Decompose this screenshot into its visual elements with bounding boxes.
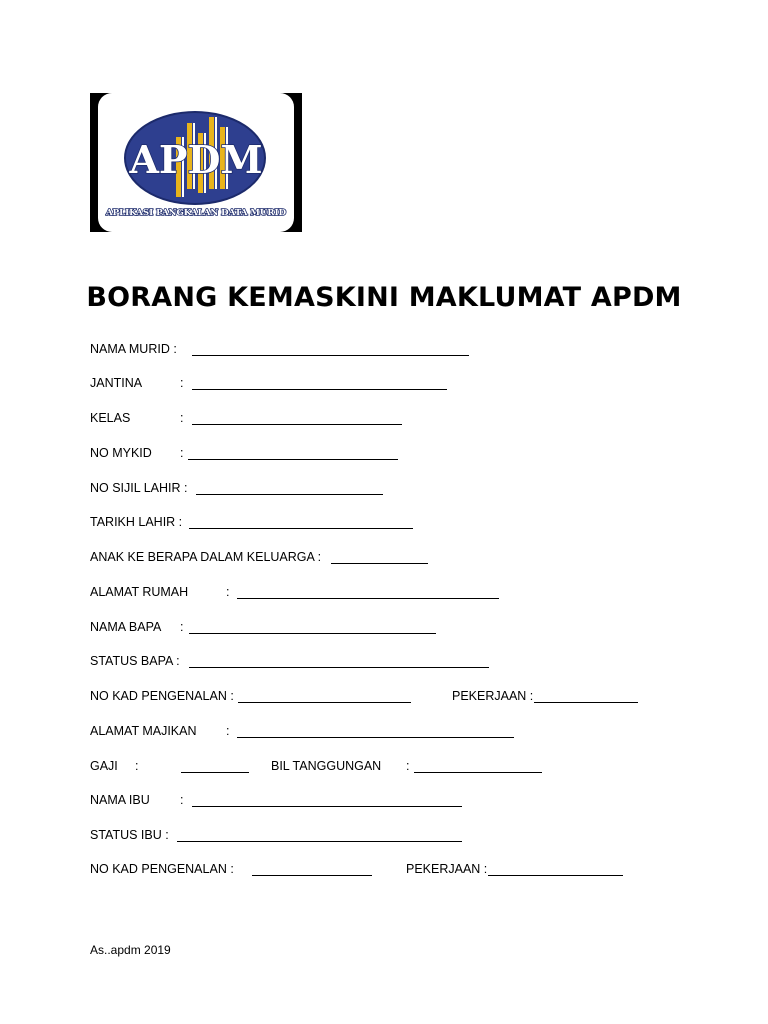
input-line-alamat-rumah[interactable] <box>237 598 499 599</box>
label-no-kad-pengenalan-bapa: NO KAD PENGENALAN : <box>90 689 234 703</box>
input-line-nama-ibu[interactable] <box>192 806 462 807</box>
label-alamat-rumah: ALAMAT RUMAH <box>90 585 189 599</box>
apdm-emblem-icon <box>90 93 302 232</box>
colon-alamat-majikan: : <box>226 724 230 738</box>
label-alamat-majikan: ALAMAT MAJIKAN <box>90 724 197 738</box>
colon-nama-ibu: : <box>180 793 184 807</box>
colon-kelas: : <box>180 411 184 425</box>
input-line-status-ibu[interactable] <box>177 841 462 842</box>
label-nama-murid: NAMA MURID : <box>90 342 177 356</box>
colon-nama-bapa: : <box>180 620 184 634</box>
input-line-anak-ke-berapa[interactable] <box>331 563 428 564</box>
logo-caption: APLIKASI PANGKALAN DATA MURID <box>105 208 287 218</box>
input-line-nama-bapa[interactable] <box>189 633 436 634</box>
input-line-pekerjaan-bapa[interactable] <box>534 702 638 703</box>
label-pekerjaan-bapa: PEKERJAAN : <box>452 689 534 703</box>
label-anak-ke-berapa: ANAK KE BERAPA DALAM KELUARGA : <box>90 550 322 564</box>
input-line-no-kad-pengenalan-ibu[interactable] <box>252 875 372 876</box>
label-status-bapa: STATUS BAPA : <box>90 654 180 668</box>
label-kelas: KELAS <box>90 411 131 425</box>
input-line-no-sijil-lahir[interactable] <box>196 494 383 495</box>
label-bil-tanggungan: BIL TANGGUNGAN <box>271 759 382 773</box>
label-nama-bapa: NAMA BAPA <box>90 620 162 634</box>
input-line-gaji[interactable] <box>181 772 249 773</box>
label-status-ibu: STATUS IBU : <box>90 828 169 842</box>
colon-jantina: : <box>180 376 184 390</box>
form-title: BORANG KEMASKINI MAKLUMAT APDM <box>86 282 682 313</box>
label-tarikh-lahir: TARIKH LAHIR : <box>90 515 183 529</box>
label-jantina: JANTINA <box>90 376 143 390</box>
input-line-status-bapa[interactable] <box>189 667 489 668</box>
input-line-alamat-majikan[interactable] <box>237 737 514 738</box>
colon-alamat-rumah: : <box>226 585 230 599</box>
label-pekerjaan-ibu: PEKERJAAN : <box>406 862 488 876</box>
input-line-jantina[interactable] <box>192 389 447 390</box>
label-no-sijil-lahir: NO SIJIL LAHIR : <box>90 481 188 495</box>
input-line-no-mykid[interactable] <box>188 459 398 460</box>
label-gaji: GAJI <box>90 759 118 773</box>
input-line-kelas[interactable] <box>192 424 402 425</box>
colon-gaji: : <box>135 759 139 773</box>
input-line-tarikh-lahir[interactable] <box>189 528 413 529</box>
logo-text: APDM <box>129 137 263 182</box>
input-line-nama-murid[interactable] <box>192 355 469 356</box>
input-line-pekerjaan-ibu[interactable] <box>488 875 623 876</box>
input-line-no-kad-pengenalan-bapa[interactable] <box>238 702 411 703</box>
colon-bil-tanggungan: : <box>406 759 410 773</box>
label-nama-ibu: NAMA IBU <box>90 793 150 807</box>
footer-note: As..apdm 2019 <box>90 943 171 957</box>
label-no-kad-pengenalan-ibu: NO KAD PENGENALAN : <box>90 862 234 876</box>
label-no-mykid: NO MYKID <box>90 446 152 460</box>
input-line-bil-tanggungan[interactable] <box>414 772 542 773</box>
apdm-logo <box>90 93 302 232</box>
colon-no-mykid: : <box>180 446 184 460</box>
